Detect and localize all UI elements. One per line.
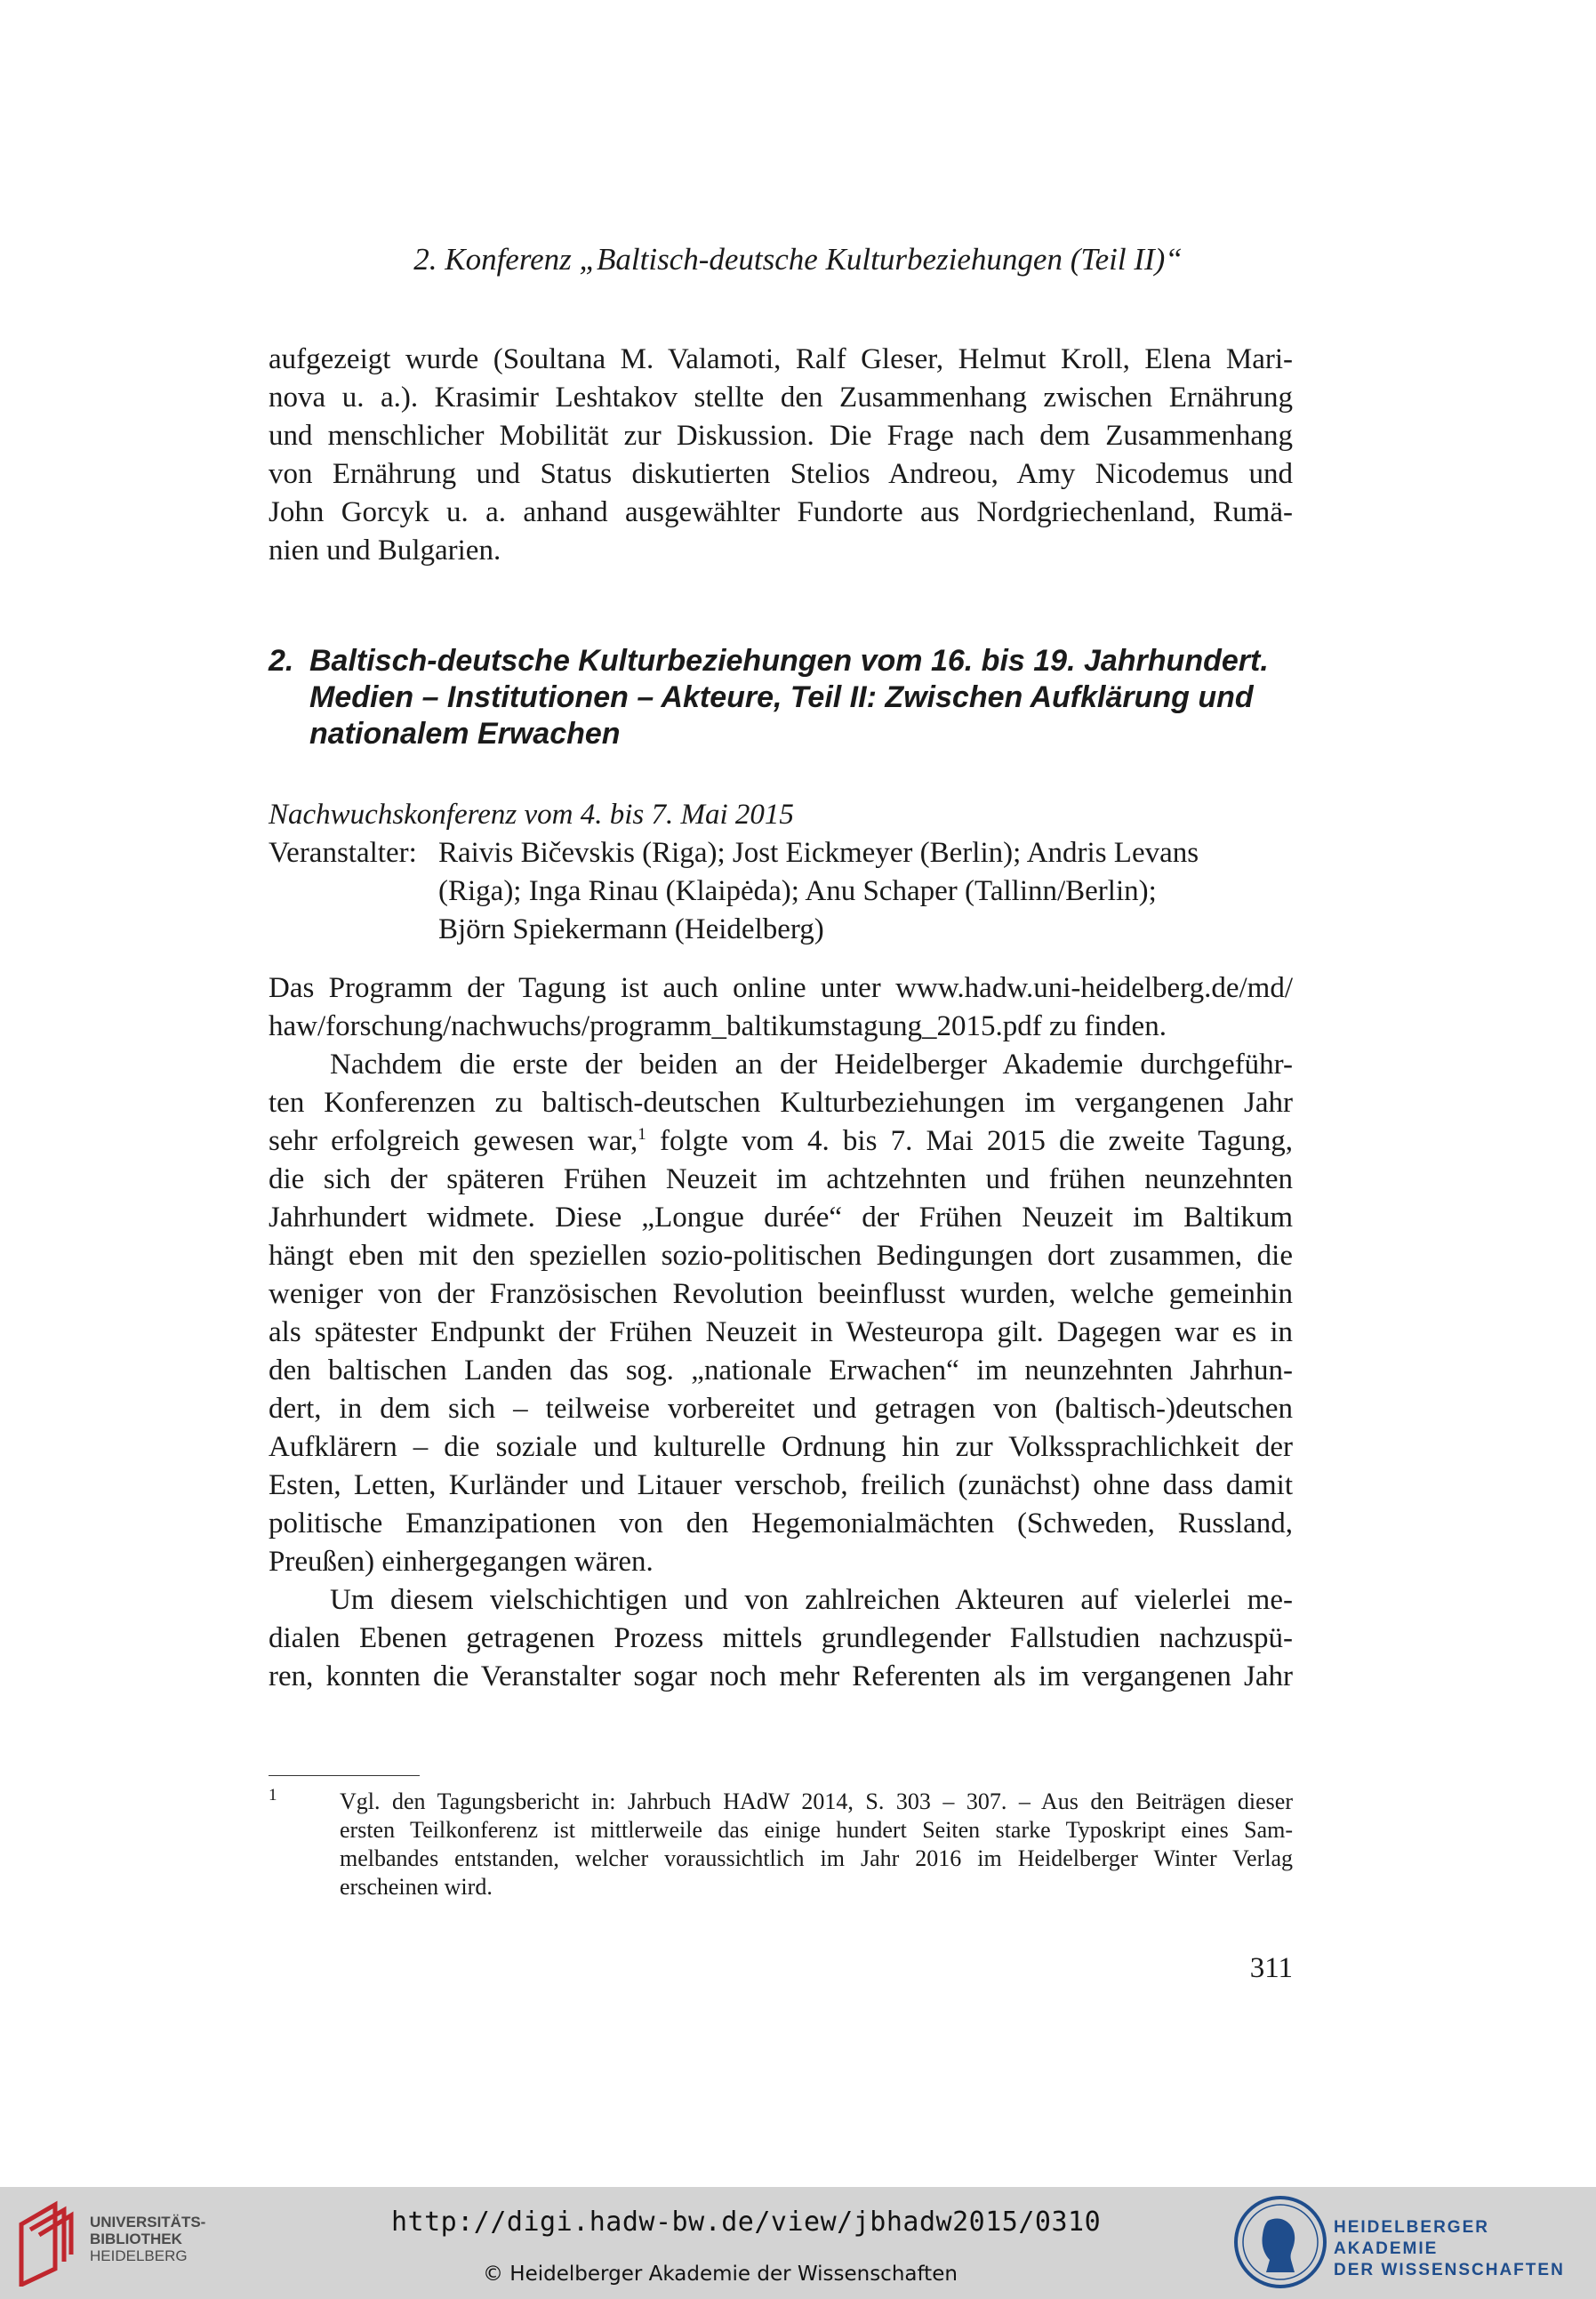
heading-line: Baltisch-deutsche Kulturbeziehungen vom 16. bis 19. Jahrhundert. (309, 644, 1269, 678)
academy-name: HEIDELBERGER AKADEMIE DER WISSENSCHAFTEN (1334, 2218, 1565, 2279)
text-line: ren, konnten die Veranstalter sogar noch mehr Referenten als im vergangenen Jahr (269, 1660, 1293, 1692)
text-line: Jahrhundert widmete. Diese „Longue durée“ der Frühen Neuzeit im Baltikum (269, 1202, 1293, 1234)
organizer-label: Veranstalter: (269, 837, 417, 869)
text-line: als spätester Endpunkt der Frühen Neuzeit in Westeuropa gilt. Dagegen war es in (269, 1316, 1293, 1348)
organizer-line: (Riga); Inga Rinau (Klaipėda); Anu Schaper (Tallinn/Berlin); (438, 875, 1157, 907)
text-line-with-footnote-ref: sehr erfolgreich gewesen war,$^1$ folgte vom 4. bis 7. Mai 2015 die zweite Tagung, (269, 1125, 1293, 1157)
footnote-line: ersten Teilkonferenz ist mittlerweile das einige hundert Seiten starke Typoskript eines Sam- (340, 1817, 1293, 1843)
text-line: von Ernährung und Status diskutierten Stelios Andreou, Amy Nicodemus und (269, 458, 1293, 490)
text-line: Das Programm der Tagung ist auch online unter www.hadw.uni-heidelberg.de/md/ (269, 972, 1293, 1004)
text-line: Esten, Letten, Kurländer und Litauer verschob, freilich (zunächst) ohne dass damit (269, 1469, 1293, 1501)
footnote-mark: 1 (269, 1786, 277, 1805)
heading-number: 2. (269, 644, 294, 678)
university-library-name: UNIVERSITÄTS- BIBLIOTHEK HEIDELBERG (90, 2214, 206, 2264)
copyright-notice: © Heidelberger Akademie der Wissenschaften (483, 2263, 958, 2286)
footnote-rule (269, 1775, 420, 1776)
text-line: nien und Bulgarien. (269, 535, 501, 567)
permalink-url[interactable]: http://digi.hadw-bw.de/view/jbhadw2015/0310 (391, 2207, 1102, 2238)
footer-bar (0, 2187, 1596, 2299)
text-line: die sich der späteren Frühen Neuzeit im achtzehnten und frühen neunzehnten (269, 1163, 1293, 1195)
text-line: ten Konferenzen zu baltisch-deutschen Kulturbeziehungen im vergangenen Jahr (269, 1087, 1293, 1119)
organizer-line: Björn Spiekermann (Heidelberg) (438, 913, 824, 945)
running-head: 2. Konferenz „Baltisch-deutsche Kulturbeziehungen (Teil II)“ (413, 242, 1183, 277)
footnote-line: melbandes entstanden, welcher voraussichtlich im Jahr 2016 im Heidelberger Winter Verlag (340, 1845, 1293, 1871)
page-number: 311 (1249, 1952, 1293, 1984)
footnote-reference[interactable]: 1 (638, 1125, 646, 1144)
text-line: politische Emanzipationen von den Hegemonialmächten (Schweden, Russland, (269, 1507, 1293, 1539)
paragraph-main (269, 1046, 1293, 1581)
footnote-line: Vgl. den Tagungsbericht in: Jahrbuch HAdW 2014, S. 303 – 307. – Aus den Beiträgen dieser (340, 1789, 1293, 1814)
text-line: haw/forschung/nachwuchs/programm_baltikumstagung_2015.pdf zu finden. (269, 1010, 1167, 1042)
text-line: dert, in dem sich – teilweise vorbereitet und getragen von (baltisch-)deutschen (269, 1393, 1293, 1425)
text-line: nova u. a.). Krasimir Leshtakov stellte den Zusammenhang zwischen Ernährung (269, 382, 1293, 414)
text-line: Nachdem die erste der beiden an der Heidelberger Akademie durchgeführ- (330, 1049, 1293, 1081)
text-line: hängt eben mit den speziellen sozio-politischen Bedingungen dort zusammen, die (269, 1240, 1293, 1272)
paragraph-continued (269, 1581, 1293, 1696)
conference-date: Nachwuchskonferenz vom 4. bis 7. Mai 2015 (269, 799, 794, 831)
text-line: John Gorcyk u. a. anhand ausgewählter Fundorte aus Nordgriechenland, Rumä- (269, 496, 1293, 528)
text-line: aufgezeigt wurde (Soultana M. Valamoti, Ralf Gleser, Helmut Kroll, Elena Mari- (269, 343, 1293, 375)
university-library-logo-icon[interactable] (12, 2198, 84, 2287)
program-note (269, 969, 1293, 1046)
text-line: dialen Ebenen getragenen Prozess mittels grundlegender Fallstudien nachzuspü- (269, 1622, 1293, 1654)
text-line: und menschlicher Mobilität zur Diskussion. Die Frage nach dem Zusammenhang (269, 420, 1293, 452)
text-line: weniger von der Französischen Revolution beeinflusst wurden, welche gemeinhin (269, 1278, 1293, 1310)
conference-meta (269, 796, 1293, 956)
paragraph-intro (269, 341, 1293, 570)
academy-seal-icon[interactable] (1232, 2194, 1328, 2290)
footnote-line: erscheinen wird. (340, 1874, 493, 1900)
heading-line: Medien – Institutionen – Akteure, Teil II: Zwischen Aufklärung und (309, 680, 1254, 714)
text-line: Um diesem vielschichtigen und von zahlreichen Akteuren auf vielerlei me- (330, 1584, 1293, 1616)
text-line: den baltischen Landen das sog. „nationale Erwachen“ im neunzehnten Jahrhun- (269, 1354, 1293, 1387)
section-heading (269, 643, 1293, 754)
heading-line: nationalem Erwachen (309, 717, 621, 751)
text-line: Preußen) einhergegangen wären. (269, 1546, 654, 1578)
organizer-line: Raivis Bičevskis (Riga); Jost Eickmeyer (Berlin); Andris Levans (438, 837, 1199, 869)
text-line: Aufklärern – die soziale und kulturelle Ordnung hin zur Volkssprachlichkeit der (269, 1431, 1293, 1463)
